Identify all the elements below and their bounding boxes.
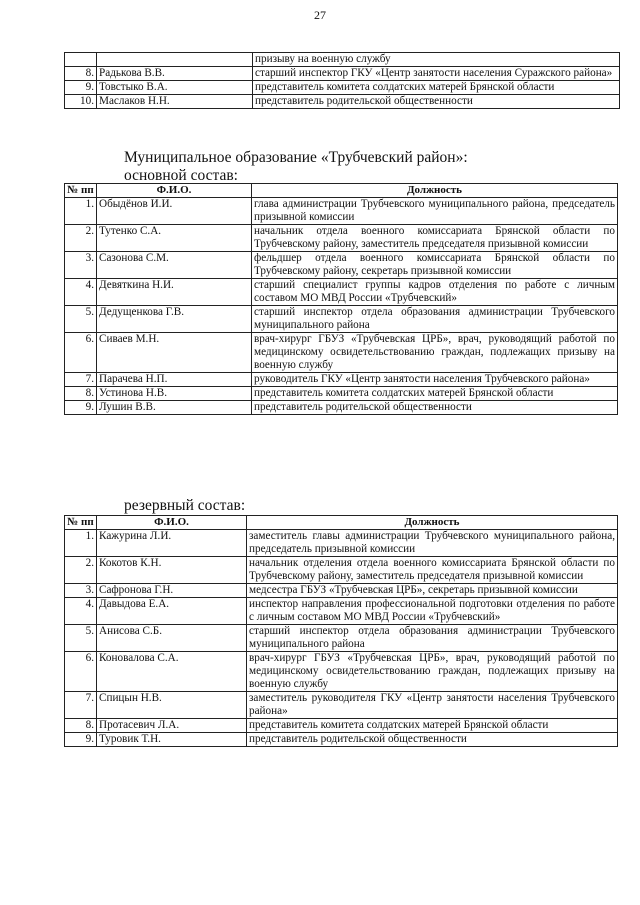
- row-number: 4.: [65, 279, 97, 306]
- member-position: руководитель ГКУ «Центр занятости населения Трубчевского района»: [252, 373, 618, 387]
- member-position: представитель родительской общественности: [247, 733, 618, 747]
- table-row: [65, 279, 618, 306]
- member-position: фельдшер отдела военного комиссариата Брянской области по Трубчевскому району, секретарь призывной комиссии: [252, 252, 618, 279]
- page-number: 27: [314, 8, 326, 22]
- row-number: 4.: [65, 598, 97, 625]
- row-number: 1.: [65, 530, 97, 557]
- table-row: [65, 95, 620, 109]
- main-composition-caption: основной состав:: [124, 167, 238, 184]
- table-row: [65, 373, 618, 387]
- row-number: 6.: [65, 333, 97, 373]
- table-row: [65, 557, 618, 584]
- table-row: [65, 692, 618, 719]
- row-number: [65, 53, 97, 67]
- table-row: [65, 598, 618, 625]
- continuation-table-body: [65, 53, 620, 109]
- row-number: 8.: [65, 387, 97, 401]
- header-position: Должность: [252, 184, 618, 198]
- row-number: 5.: [65, 306, 97, 333]
- member-position: представитель комитета солдатских матерей Брянской области: [247, 719, 618, 733]
- row-number: 9.: [65, 81, 97, 95]
- row-number: 3.: [65, 252, 97, 279]
- row-number: 9.: [65, 401, 97, 415]
- member-position: представитель комитета солдатских матерей Брянской области: [252, 387, 618, 401]
- row-number: 8.: [65, 719, 97, 733]
- member-name: Анисова С.Б.: [97, 625, 247, 652]
- member-name: Сиваев М.Н.: [97, 333, 252, 373]
- member-position: врач-хирург ГБУЗ «Трубчевская ЦРБ», врач, руководящий работой по медицинскому освидетельствованию граждан, подлежащих призыву на военную службу: [252, 333, 618, 373]
- row-number: 1.: [65, 198, 97, 225]
- table-row: [65, 252, 618, 279]
- header-name: Ф.И.О.: [97, 516, 247, 530]
- row-number: 9.: [65, 733, 97, 747]
- header-num: № пп: [65, 184, 97, 198]
- table-header-row: [65, 516, 618, 530]
- reserve-composition-body: [65, 530, 618, 747]
- member-position: заместитель главы администрации Трубчевского муниципального района, председатель призывной комиссии: [247, 530, 618, 557]
- member-name: Радькова В.В.: [97, 67, 253, 81]
- row-number: 7.: [65, 692, 97, 719]
- table-row: [65, 719, 618, 733]
- member-name: Давыдова Е.А.: [97, 598, 247, 625]
- table-row: [65, 530, 618, 557]
- header-position: Должность: [247, 516, 618, 530]
- reserve-composition-table: [64, 515, 618, 747]
- member-name: Устинова Н.В.: [97, 387, 252, 401]
- table-row: [65, 733, 618, 747]
- row-number: 2.: [65, 225, 97, 252]
- table-row: [65, 401, 618, 415]
- member-name: Кокотов К.Н.: [97, 557, 247, 584]
- member-position: начальник отдела военного комиссариата Брянской области по Трубчевскому району, заместитель председателя призывной комиссии: [252, 225, 618, 252]
- member-position: медсестра ГБУЗ «Трубчевская ЦРБ», секретарь призывной комиссии: [247, 584, 618, 598]
- member-position: представитель родительской общественности: [253, 95, 620, 109]
- member-name: Сазонова С.М.: [97, 252, 252, 279]
- row-number: 7.: [65, 373, 97, 387]
- member-name: Коновалова С.А.: [97, 652, 247, 692]
- member-position: начальник отделения отдела военного комиссариата Брянской области по Трубчевскому району, заместитель председателя призывной комиссии: [247, 557, 618, 584]
- member-position: призыву на военную службу: [253, 53, 620, 67]
- table-row: [65, 198, 618, 225]
- member-name: Сафронова Г.Н.: [97, 584, 247, 598]
- member-position: инспектор направления профессиональной подготовки отделения по работе с личным составом МО МВД России «Трубчевский»: [247, 598, 618, 625]
- row-number: 5.: [65, 625, 97, 652]
- header-num: № пп: [65, 516, 97, 530]
- member-position: заместитель руководителя ГКУ «Центр занятости населения Трубчевского района»: [247, 692, 618, 719]
- member-name: Дедущенкова Г.В.: [97, 306, 252, 333]
- member-position: старший специалист группы кадров отделения по работе с личным составом МО МВД России «Трубчевский»: [252, 279, 618, 306]
- table-header-row: [65, 184, 618, 198]
- table-row: [65, 306, 618, 333]
- table-row: [65, 387, 618, 401]
- member-position: глава администрации Трубчевского муниципального района, председатель призывной комиссии: [252, 198, 618, 225]
- member-name: Девяткина Н.И.: [97, 279, 252, 306]
- table-row: [65, 584, 618, 598]
- member-position: старший инспектор отдела образования администрации Трубчевского муниципального района: [252, 306, 618, 333]
- member-name: Обыдёнов И.И.: [97, 198, 252, 225]
- member-name: [97, 53, 253, 67]
- member-name: Лушин В.В.: [97, 401, 252, 415]
- row-number: 3.: [65, 584, 97, 598]
- member-position: врач-хирург ГБУЗ «Трубчевская ЦРБ», врач, руководящий работой по медицинскому освидетельствованию граждан, подлежащих призыву на военную службу: [247, 652, 618, 692]
- member-name: Маслаков Н.Н.: [97, 95, 253, 109]
- member-position: старший инспектор ГКУ «Центр занятости населения Суражского района»: [253, 67, 620, 81]
- member-name: Туровик Т.Н.: [97, 733, 247, 747]
- member-name: Парачева Н.П.: [97, 373, 252, 387]
- table-row: [65, 81, 620, 95]
- row-number: 2.: [65, 557, 97, 584]
- table-row: [65, 225, 618, 252]
- main-composition-body: [65, 198, 618, 415]
- table-row: [65, 625, 618, 652]
- table-row: [65, 333, 618, 373]
- reserve-composition-caption: резервный состав:: [124, 497, 246, 514]
- row-number: 8.: [65, 67, 97, 81]
- municipality-title: Муниципальное образование «Трубчевский район»:: [124, 149, 468, 166]
- member-name: Спицын Н.В.: [97, 692, 247, 719]
- header-name: Ф.И.О.: [97, 184, 252, 198]
- member-name: Тутенко С.А.: [97, 225, 252, 252]
- member-position: представитель комитета солдатских матерей Брянской области: [253, 81, 620, 95]
- member-name: Протасевич Л.А.: [97, 719, 247, 733]
- table-row: [65, 67, 620, 81]
- continuation-table: [64, 52, 620, 109]
- table-row: [65, 53, 620, 67]
- member-position: старший инспектор отдела образования администрации Трубчевского муниципального района: [247, 625, 618, 652]
- table-row: [65, 652, 618, 692]
- row-number: 10.: [65, 95, 97, 109]
- member-position: представитель родительской общественности: [252, 401, 618, 415]
- member-name: Кажурина Л.И.: [97, 530, 247, 557]
- main-composition-table: [64, 183, 618, 415]
- row-number: 6.: [65, 652, 97, 692]
- member-name: Товстыко В.А.: [97, 81, 253, 95]
